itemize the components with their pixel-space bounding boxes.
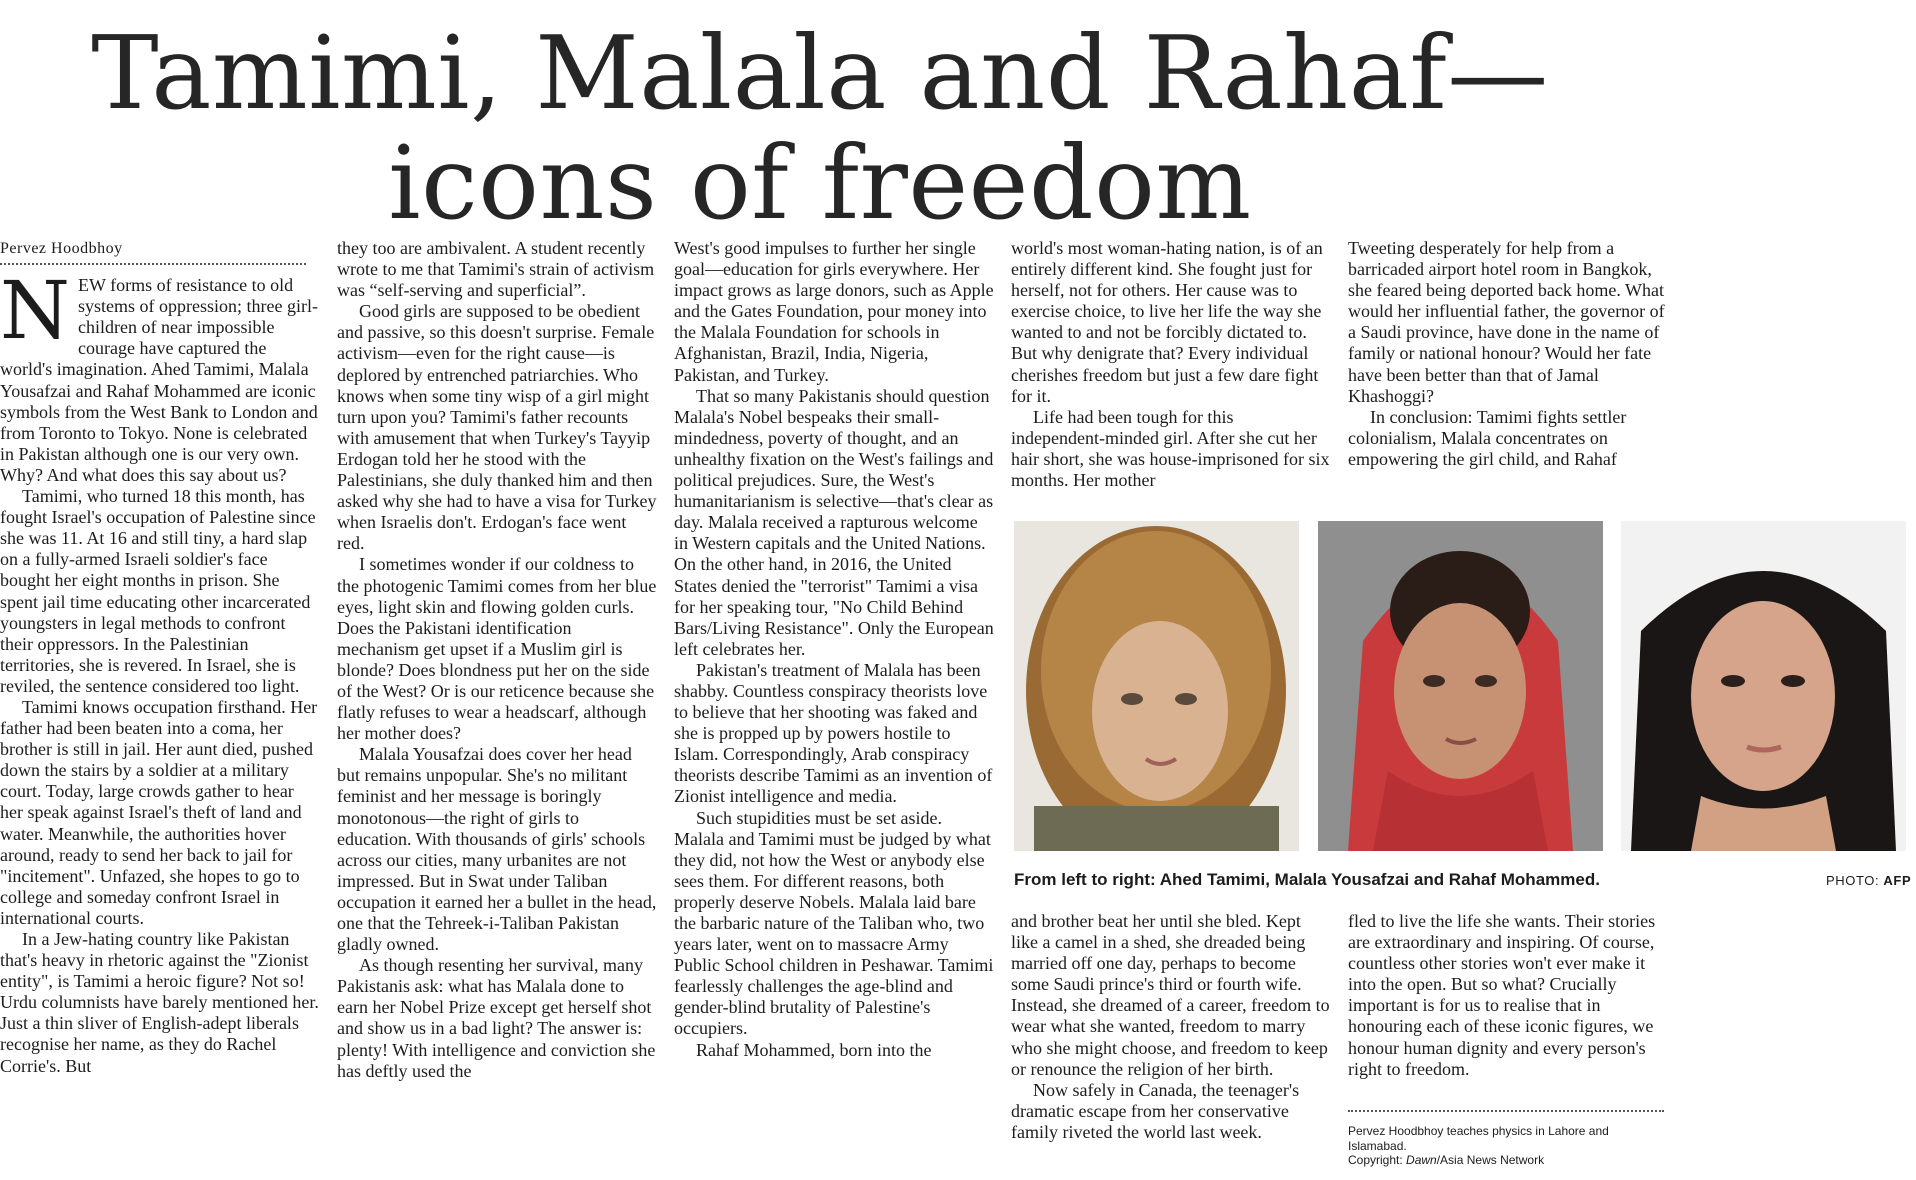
- paragraph: As though resenting her survival, many Pakistanis ask: what has Malala done to earn her Nobel Prize except get herself shot and show us in a bad light? The answer is: plenty! With intelligence and conviction she has deftly used the: [337, 955, 656, 1081]
- paragraph: Now safely in Canada, the teenager's dramatic escape from her conservative family riveted the world last week.: [1011, 1079, 1300, 1142]
- drop-cap: N: [0, 264, 70, 358]
- article-column-3: [674, 238, 994, 1061]
- paragraph: Pakistan's treatment of Malala has been shabby. Countless conspiracy theorists love to believe that her shooting was faked and she is propped up by powers hostile to Islam. Correspondingly, Arab conspiracy theorists describe Tamimi as an invention of Zionist intelligence and media.: [674, 659, 993, 807]
- author-footnote: [1348, 1110, 1664, 1168]
- photo-credit: [1826, 873, 1911, 888]
- paragraph: Malala Yousafzai does cover her head but remains unpopular. She's no militant feminist and her message is boringly monotonous—the right of girls to education. With thousands of girls' schools across our cities, many urbanites are not impressed. But in Swat under Taliban occupation it earned her a bullet in the head, one that the Tehreek-i-Taliban Pakistan gladly owned.: [337, 744, 657, 955]
- author-bio: Pervez Hoodbhoy teaches physics in Lahore and Islamabad.: [1348, 1124, 1609, 1153]
- paragraph: In conclusion: Tamimi fights settler colonialism, Malala concentrates on empowering the girl child, and Rahaf: [1348, 406, 1627, 469]
- paragraph: Rahaf Mohammed, born into the: [696, 1039, 932, 1060]
- paragraph: I sometimes wonder if our coldness to the photogenic Tamimi comes from her blue eyes, light skin and flowing golden curls. Does the Pakistani identification mechanism get upset if a Muslim girl is blonde? Does blondness put her on the side of the West? Or is our reticence because she flatly refuses to wear a headscarf, although her mother does?: [337, 554, 657, 744]
- photo-ahed-tamimi: [1014, 521, 1299, 851]
- photo-credit-label: PHOTO:: [1826, 873, 1884, 888]
- paragraph: That so many Pakistanis should question Malala's Nobel bespeaks their small-mindedness, poverty of thought, and an unhealthy fixation on the West's failings and political prejudices. Sure, the West's humanitarianism is selective—that's clear as day. Malala received a rapturous welcome in Western capitals and the United Nations. On the other hand, in 2016, the United States denied the "terrorist" Tamimi a visa for her speaking tour, "No Child Behind Bars/Living Resistance". Only the European left celebrates her.: [674, 385, 994, 659]
- article-column-4-top: [1011, 238, 1331, 491]
- paragraph: Good girls are supposed to be obedient and passive, so this doesn't surprise. Female activism—even for the right cause—is deplored by entrenched patriarchies. Who knows when some tiny wisp of a girl might turn upon you? Tamimi's father recounts with amusement that when Turkey's Tayyip Erdogan told her he stood with the Palestinians, she duly thanked him and then asked why she had to have a visa for Turkey when Israelis don't. Erdogan's face went red.: [337, 301, 657, 554]
- paragraph: Life had been tough for this independent-minded girl. After she cut her hair short, she was house-imprisoned for six months. Her mother: [1011, 406, 1330, 491]
- article-column-2: [337, 238, 657, 1082]
- copyright-outlet: Dawn: [1406, 1153, 1437, 1167]
- paragraph: In a Jew-hating country like Pakistan that's heavy in rhetoric against the "Zionist entity", is Tamimi a heroic figure? Not so! Urdu columnists have barely mentioned her. Just a thin sliver of English-adept liberals recognise her name, as they do Rachel Corrie's. But: [0, 929, 319, 1076]
- photo-rahaf-mohammed: [1621, 521, 1906, 851]
- photo-malala-yousafzai: [1318, 521, 1603, 851]
- paragraph: Tamimi knows occupation firsthand. Her father had been beaten into a coma, her brother is still in jail. Her aunt died, pushed down the stairs by a soldier at a military court. Today, large crowds gather to hear her speak against Israel's theft of land and water. Meanwhile, the authorities hover around, ready to send her back to jail for "incitement". Unfazed, she hopes to go to college and someday confront Israel in international courts.: [0, 696, 318, 928]
- paragraph: Such stupidities must be set aside. Malala and Tamimi must be judged by what they did, not how the West or anybody else sees them. For different reasons, both properly deserve Nobels. Malala laid bare the barbaric nature of the Taliban who, two years later, went on to massacre Army Public School children in Peshawar. Tamimi fearlessly challenges the age-blind and gender-blind brutality of Palestine's occupiers.: [674, 807, 994, 1039]
- copyright-line: [1348, 1153, 1664, 1168]
- article-column-4-bottom: [1011, 911, 1331, 1143]
- paragraph: Tamimi, who turned 18 this month, has fought Israel's occupation of Palestine since she was 11. At 16 and still tiny, a hard slap on a fully-armed Israeli soldier's face bought her eight months in prison. She spent jail time educating other incarcerated youngsters in legal methods to confront their oppressors. In the Palestinian territories, she is revered. In Israel, she is reviled, the sentence considered too light.: [0, 486, 316, 696]
- paragraph: they too are ambivalent. A student recently wrote to me that Tamimi's strain of activism was “self-serving and superficial”.: [337, 238, 655, 301]
- article-column-5-bottom: [1348, 911, 1668, 1080]
- article-column-1: [0, 238, 320, 1077]
- photo-caption: From left to right: Ahed Tamimi, Malala Yousafzai and Rahaf Mohammed.: [1014, 870, 1600, 889]
- paragraph: and brother beat her until she bled. Kept like a camel in a shed, she dreaded being married off one day, perhaps to become some Saudi prince's third or fourth wife. Instead, she dreamed of a career, freedom to wear what she wanted, freedom to marry who she might choose, and freedom to keep or renounce the religion of her birth.: [1011, 911, 1330, 1079]
- byline: Pervez Hoodbhoy: [0, 238, 306, 265]
- paragraph: West's good impulses to further her single goal—education for girls everywhere. Her impact grows as large donors, such as Apple and the Gates Foundation, pour money into the Malala Foundation for schools in Afghanistan, Brazil, India, Nigeria, Pakistan, and Turkey.: [674, 238, 994, 385]
- copyright-suffix: /Asia News Network: [1436, 1153, 1545, 1167]
- paragraph: Tweeting desperately for help from a barricaded airport hotel room in Bangkok, she feared being deported back home. What would her influential father, the governor of a Saudi province, have done in the name of family or national honour? Would her fate have been better than that of Jamal Khashoggi?: [1348, 238, 1665, 406]
- headline: Tamimi, Malala and Rahaf—icons of freedom: [91, 14, 1549, 242]
- copyright-prefix: Copyright:: [1348, 1153, 1407, 1167]
- paragraph: fled to live the life she wants. Their stories are extraordinary and inspiring. Of course, countless other stories won't ever make it into the open. But so what? Crucially important is for us to realise that in honouring each of these iconic figures, we honour human dignity and every person's right to freedom.: [1348, 911, 1656, 1079]
- photo-credit-source: AFP: [1883, 873, 1912, 888]
- paragraph: EW forms of resistance to old systems of oppression; three girl-children of near impossible courage have captured the world's imagination. Ahed Tamimi, Malala Yousafzai and Rahaf Mohammed are iconic symbols from the West Bank to London and from Toronto to Tokyo. None is celebrated in Pakistan although one is our very own. Why? And what does this say about us?: [0, 275, 318, 485]
- paragraph: world's most woman-hating nation, is of an entirely different kind. She fought just for herself, not for others. Her cause was to exercise choice, to live her life the way she wanted to and not be forcibly dictated to. But why denigrate that? Every individual cherishes freedom but just a few dare fight for it.: [1011, 238, 1323, 406]
- article-column-5-top: [1348, 238, 1668, 470]
